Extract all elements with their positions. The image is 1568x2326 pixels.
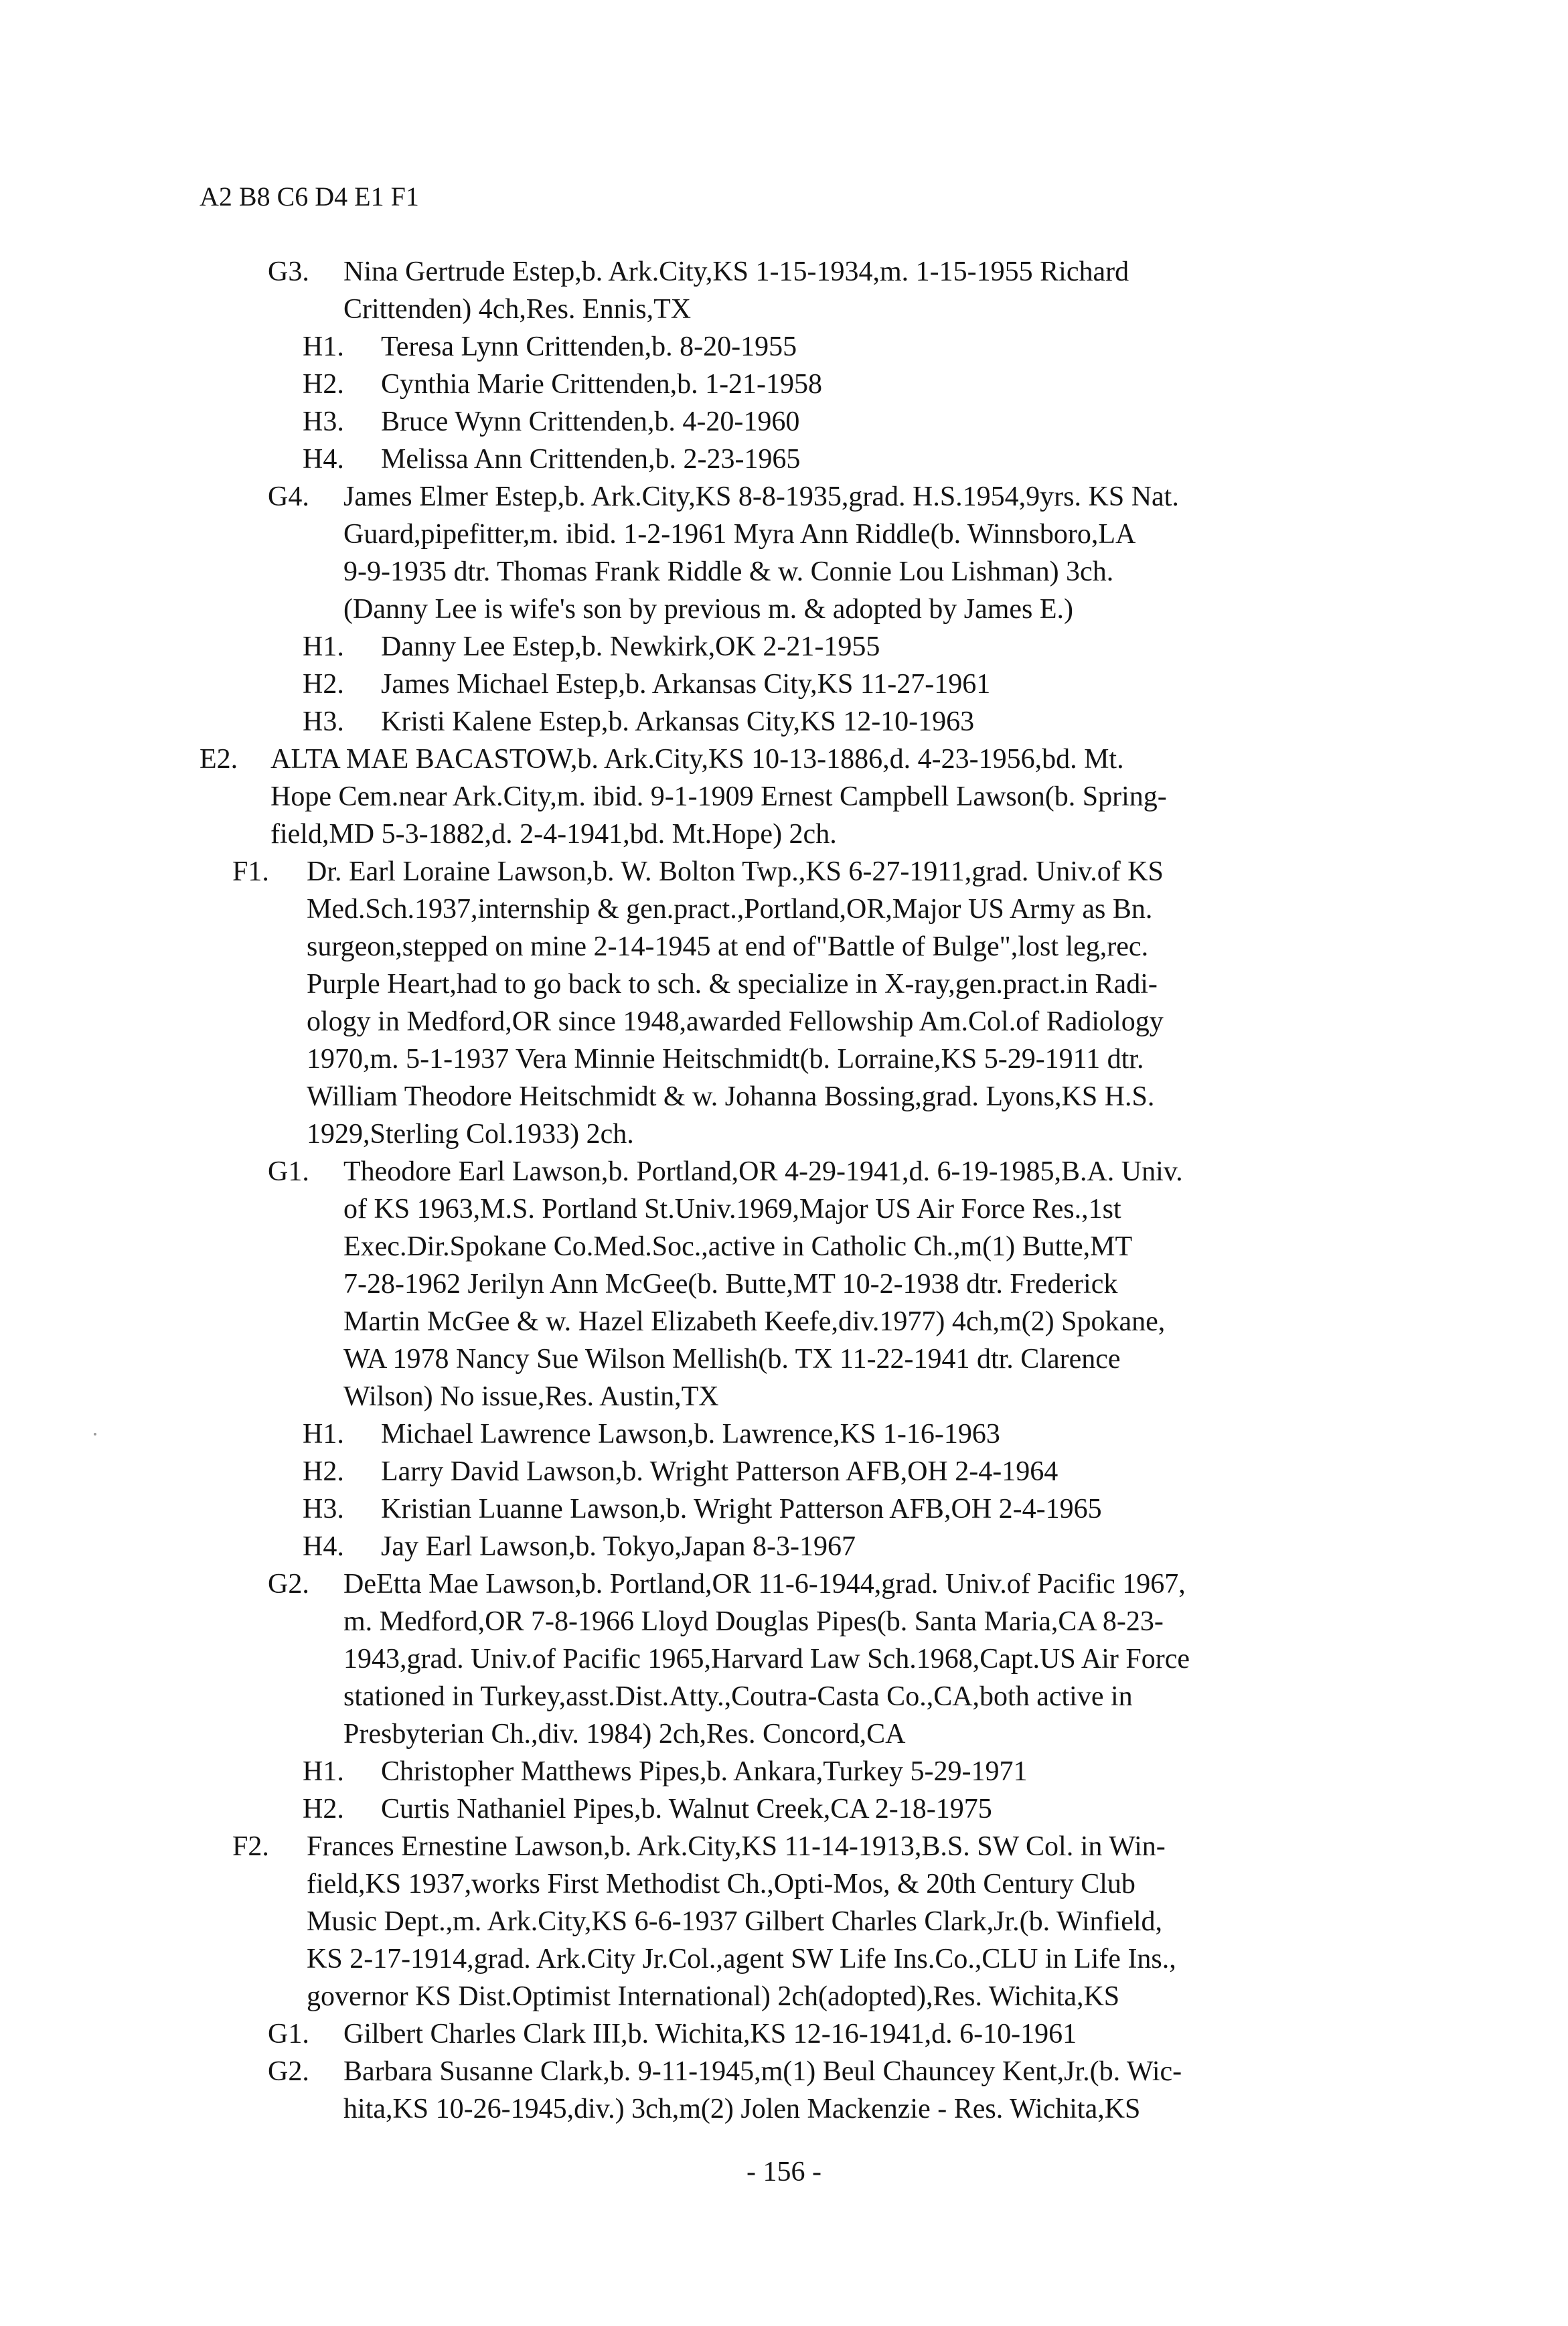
entry-label: H1. xyxy=(303,631,344,662)
entry-label: H4. xyxy=(303,444,344,475)
entry-label: E2. xyxy=(200,744,238,775)
entry-line: Teresa Lynn Crittenden,b. 8-20-1955 xyxy=(381,331,797,362)
entry-line: 1970,m. 5-1-1937 Vera Minnie Heitschmidt(b. Lorraine,KS 5-29-1911 dtr. xyxy=(307,1044,1144,1075)
entry-line: Crittenden) 4ch,Res. Ennis,TX xyxy=(343,294,692,325)
entry-line: 1943,grad. Univ.of Pacific 1965,Harvard Law Sch.1968,Capt.US Air Force xyxy=(343,1644,1190,1675)
entry-label: H2. xyxy=(303,1456,344,1487)
entry-line: Med.Sch.1937,internship & gen.pract.,Portland,OR,Major US Army as Bn. xyxy=(307,894,1153,925)
entry-label: F1. xyxy=(232,856,269,887)
entry-line: hita,KS 10-26-1945,div.) 3ch,m(2) Jolen Mackenzie - Res. Wichita,KS xyxy=(343,2094,1141,2124)
entry-line: Melissa Ann Crittenden,b. 2-23-1965 xyxy=(381,444,801,475)
entry-label: G1. xyxy=(268,2019,309,2049)
genealogy-entry xyxy=(0,628,1568,666)
entry-text xyxy=(381,1753,1568,1790)
genealogy-entry xyxy=(0,1753,1568,1790)
entry-label: H3. xyxy=(303,406,344,437)
entry-text xyxy=(343,253,1568,328)
entry-line: Purple Heart,had to go back to sch. & specialize in X-ray,gen.pract.in Radi- xyxy=(307,969,1158,1000)
lineage-header: A2 B8 C6 D4 E1 F1 xyxy=(200,181,419,212)
genealogy-entry xyxy=(0,1565,1568,1753)
entry-text xyxy=(307,853,1568,1153)
genealogy-entry xyxy=(0,741,1568,853)
genealogy-entry xyxy=(0,441,1568,478)
genealogy-entry xyxy=(0,253,1568,328)
entry-line: Kristi Kalene Estep,b. Arkansas City,KS 12-10-1963 xyxy=(381,706,975,737)
entry-line: Exec.Dir.Spokane Co.Med.Soc.,active in Catholic Ch.,m(1) Butte,MT xyxy=(343,1231,1133,1262)
entry-line: William Theodore Heitschmidt & w. Johanna Bossing,grad. Lyons,KS H.S. xyxy=(307,1081,1155,1112)
genealogy-entry xyxy=(0,2015,1568,2053)
entry-line: ALTA MAE BACASTOW,b. Ark.City,KS 10-13-1886,d. 4-23-1956,bd. Mt. xyxy=(270,744,1124,775)
entry-text xyxy=(381,703,1568,741)
entry-label: G2. xyxy=(268,1569,309,1600)
genealogy-entries xyxy=(0,253,1568,2128)
entry-line: WA 1978 Nancy Sue Wilson Mellish(b. TX 11-22-1941 dtr. Clarence xyxy=(343,1344,1121,1375)
page-number: - 156 - xyxy=(747,2157,821,2187)
entry-label: H3. xyxy=(303,1494,344,1525)
genealogy-entry xyxy=(0,703,1568,741)
entry-line: Barbara Susanne Clark,b. 9-11-1945,m(1) Beul Chauncey Kent,Jr.(b. Wic- xyxy=(343,2056,1182,2087)
entry-text xyxy=(381,1415,1568,1453)
entry-line: Theodore Earl Lawson,b. Portland,OR 4-29-1941,d. 6-19-1985,B.A. Univ. xyxy=(343,1156,1183,1187)
entry-label: H4. xyxy=(303,1531,344,1562)
entry-text xyxy=(381,366,1568,403)
entry-text xyxy=(343,2015,1568,2053)
entry-line: Guard,pipefitter,m. ibid. 1-2-1961 Myra Ann Riddle(b. Winnsboro,LA xyxy=(343,519,1136,550)
genealogy-entry xyxy=(0,403,1568,441)
entry-text xyxy=(381,1453,1568,1490)
entry-line: field,KS 1937,works First Methodist Ch.,Opti-Mos, & 20th Century Club xyxy=(307,1869,1135,1899)
entry-line: governor KS Dist.Optimist International) 2ch(adopted),Res. Wichita,KS xyxy=(307,1981,1120,2012)
entry-text xyxy=(381,628,1568,666)
entry-line: Frances Ernestine Lawson,b. Ark.City,KS 11-14-1913,B.S. SW Col. in Win- xyxy=(307,1831,1166,1862)
entry-label: F2. xyxy=(232,1831,269,1862)
genealogy-entry xyxy=(0,1528,1568,1565)
entry-line: Danny Lee Estep,b. Newkirk,OK 2-21-1955 xyxy=(381,631,880,662)
entry-line: Wilson) No issue,Res. Austin,TX xyxy=(343,1381,719,1412)
entry-text xyxy=(343,1153,1568,1415)
entry-label: G4. xyxy=(268,481,309,512)
entry-text xyxy=(307,1828,1568,2015)
entry-line: Jay Earl Lawson,b. Tokyo,Japan 8-3-1967 xyxy=(381,1531,856,1562)
entry-text xyxy=(381,1790,1568,1828)
genealogy-entry xyxy=(0,478,1568,628)
entry-line: stationed in Turkey,asst.Dist.Atty.,Coutra-Casta Co.,CA,both active in xyxy=(343,1681,1133,1712)
entry-label: H3. xyxy=(303,706,344,737)
entry-line: Music Dept.,m. Ark.City,KS 6-6-1937 Gilbert Charles Clark,Jr.(b. Winfield, xyxy=(307,1906,1163,1937)
entry-line: (Danny Lee is wife's son by previous m. & adopted by James E.) xyxy=(343,594,1074,625)
genealogy-entry xyxy=(0,1790,1568,1828)
entry-text xyxy=(381,1528,1568,1565)
entry-label: H1. xyxy=(303,1756,344,1787)
entry-line: Gilbert Charles Clark III,b. Wichita,KS 12-16-1941,d. 6-10-1961 xyxy=(343,2019,1077,2049)
entry-label: H2. xyxy=(303,369,344,400)
entry-line: Kristian Luanne Lawson,b. Wright Patterson AFB,OH 2-4-1965 xyxy=(381,1494,1102,1525)
entry-label: H1. xyxy=(303,331,344,362)
entry-line: ology in Medford,OR since 1948,awarded Fellowship Am.Col.of Radiology xyxy=(307,1006,1164,1037)
entry-label: H1. xyxy=(303,1419,344,1450)
entry-text xyxy=(270,741,1568,853)
entry-text xyxy=(381,441,1568,478)
entry-label: G2. xyxy=(268,2056,309,2087)
entry-line: Martin McGee & w. Hazel Elizabeth Keefe,div.1977) 4ch,m(2) Spokane, xyxy=(343,1306,1166,1337)
genealogy-entry xyxy=(0,666,1568,703)
entry-text xyxy=(381,666,1568,703)
genealogy-entry xyxy=(0,1490,1568,1528)
genealogy-entry xyxy=(0,2053,1568,2128)
entry-line: 7-28-1962 Jerilyn Ann McGee(b. Butte,MT 10-2-1938 dtr. Frederick xyxy=(343,1269,1118,1300)
genealogy-entry xyxy=(0,1153,1568,1415)
entry-text xyxy=(343,2053,1568,2128)
entry-label: H2. xyxy=(303,669,344,700)
entry-line: James Elmer Estep,b. Ark.City,KS 8-8-1935,grad. H.S.1954,9yrs. KS Nat. xyxy=(343,481,1179,512)
entry-text xyxy=(381,328,1568,366)
genealogy-entry xyxy=(0,1453,1568,1490)
entry-line: 1929,Sterling Col.1933) 2ch. xyxy=(307,1119,634,1150)
entry-line: Presbyterian Ch.,div. 1984) 2ch,Res. Concord,CA xyxy=(343,1719,906,1750)
entry-line: DeEtta Mae Lawson,b. Portland,OR 11-6-1944,grad. Univ.of Pacific 1967, xyxy=(343,1569,1186,1600)
entry-line: Curtis Nathaniel Pipes,b. Walnut Creek,CA 2-18-1975 xyxy=(381,1794,992,1825)
entry-text xyxy=(343,478,1568,628)
entry-line: Larry David Lawson,b. Wright Patterson AFB,OH 2-4-1964 xyxy=(381,1456,1059,1487)
genealogy-entry xyxy=(0,1415,1568,1453)
entry-line: Bruce Wynn Crittenden,b. 4-20-1960 xyxy=(381,406,800,437)
scan-speck xyxy=(94,1433,96,1436)
entry-line: of KS 1963,M.S. Portland St.Univ.1969,Major US Air Force Res.,1st xyxy=(343,1194,1121,1225)
entry-text xyxy=(343,1565,1568,1753)
entry-line: Dr. Earl Loraine Lawson,b. W. Bolton Twp.,KS 6-27-1911,grad. Univ.of KS xyxy=(307,856,1164,887)
entry-line: KS 2-17-1914,grad. Ark.City Jr.Col.,agent SW Life Ins.Co.,CLU in Life Ins., xyxy=(307,1944,1176,1974)
entry-line: Christopher Matthews Pipes,b. Ankara,Turkey 5-29-1971 xyxy=(381,1756,1028,1787)
entry-line: m. Medford,OR 7-8-1966 Lloyd Douglas Pipes(b. Santa Maria,CA 8-23- xyxy=(343,1606,1164,1637)
entry-line: James Michael Estep,b. Arkansas City,KS 11-27-1961 xyxy=(381,669,991,700)
genealogy-entry xyxy=(0,366,1568,403)
entry-label: H2. xyxy=(303,1794,344,1825)
genealogy-entry xyxy=(0,1828,1568,2015)
entry-line: surgeon,stepped on mine 2-14-1945 at end of"Battle of Bulge",lost leg,rec. xyxy=(307,931,1149,962)
entry-line: Nina Gertrude Estep,b. Ark.City,KS 1-15-1934,m. 1-15-1955 Richard xyxy=(343,256,1129,287)
entry-text xyxy=(381,1490,1568,1528)
entry-label: G3. xyxy=(268,256,309,287)
genealogy-entry xyxy=(0,328,1568,366)
entry-line: Hope Cem.near Ark.City,m. ibid. 9-1-1909 Ernest Campbell Lawson(b. Spring- xyxy=(270,781,1167,812)
entry-line: field,MD 5-3-1882,d. 2-4-1941,bd. Mt.Hope) 2ch. xyxy=(270,819,837,850)
entry-label: G1. xyxy=(268,1156,309,1187)
entry-line: Michael Lawrence Lawson,b. Lawrence,KS 1-16-1963 xyxy=(381,1419,1000,1450)
entry-line: 9-9-1935 dtr. Thomas Frank Riddle & w. Connie Lou Lishman) 3ch. xyxy=(343,556,1114,587)
entry-line: Cynthia Marie Crittenden,b. 1-21-1958 xyxy=(381,369,823,400)
entry-text xyxy=(381,403,1568,441)
genealogy-entry xyxy=(0,853,1568,1153)
